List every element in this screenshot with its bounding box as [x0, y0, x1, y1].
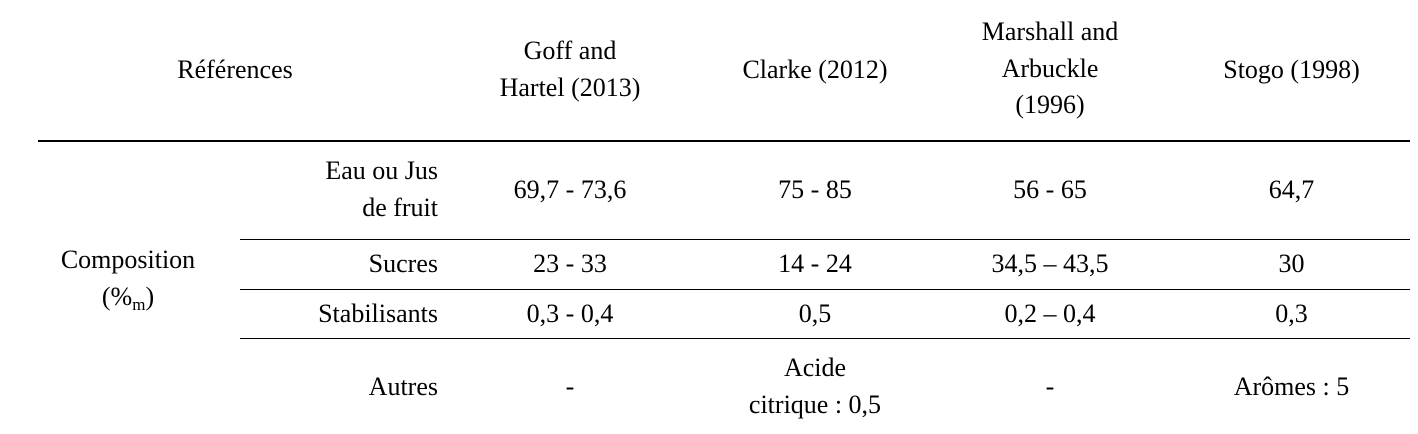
table-cell: -: [565, 371, 575, 401]
table-cell: 64,7: [1268, 174, 1315, 204]
table-cell: 69,7 - 73,6: [513, 174, 627, 204]
group-label-main: Composition: [60, 245, 196, 275]
header-col-stogo: Stogo (1998): [1223, 54, 1360, 84]
table-cell: 30: [1278, 248, 1305, 278]
table-cell: 75 - 85: [778, 174, 852, 204]
table-cell: 0,2 – 0,4: [1004, 298, 1096, 328]
header-col-goff-hartel: Goff and Hartel (2013): [499, 36, 641, 102]
header-references: Références: [177, 54, 293, 84]
table-cell: 14 - 24: [778, 248, 852, 278]
header-col-marshall-arbuckle: Marshall and Arbuckle (1996): [981, 16, 1119, 120]
table-cell: -: [1045, 371, 1055, 401]
group-label-composition: [28, 230, 228, 330]
table-cell: Acide citrique : 0,5: [748, 353, 882, 419]
row-label-autres: Autres: [368, 371, 438, 401]
table-cell: 23 - 33: [533, 248, 607, 278]
row-divider: [240, 338, 1410, 339]
table-cell: Arômes : 5: [1233, 371, 1350, 401]
row-label-stabilisants: Stabilisants: [318, 298, 438, 328]
table-cell: 34,5 – 43,5: [991, 248, 1109, 278]
header-col-clarke: Clarke (2012): [742, 54, 888, 84]
group-label-unit: $(\%_m)$: [101, 282, 155, 315]
table-cell: 0,3: [1275, 298, 1308, 328]
table-cell: 56 - 65: [1013, 174, 1087, 204]
table-cell: 0,3 - 0,4: [526, 298, 614, 328]
row-label-sucres: Sucres: [368, 248, 438, 278]
table-cell: 0,5: [798, 298, 832, 328]
row-label-eau: Eau ou Jus de fruit: [325, 156, 438, 222]
